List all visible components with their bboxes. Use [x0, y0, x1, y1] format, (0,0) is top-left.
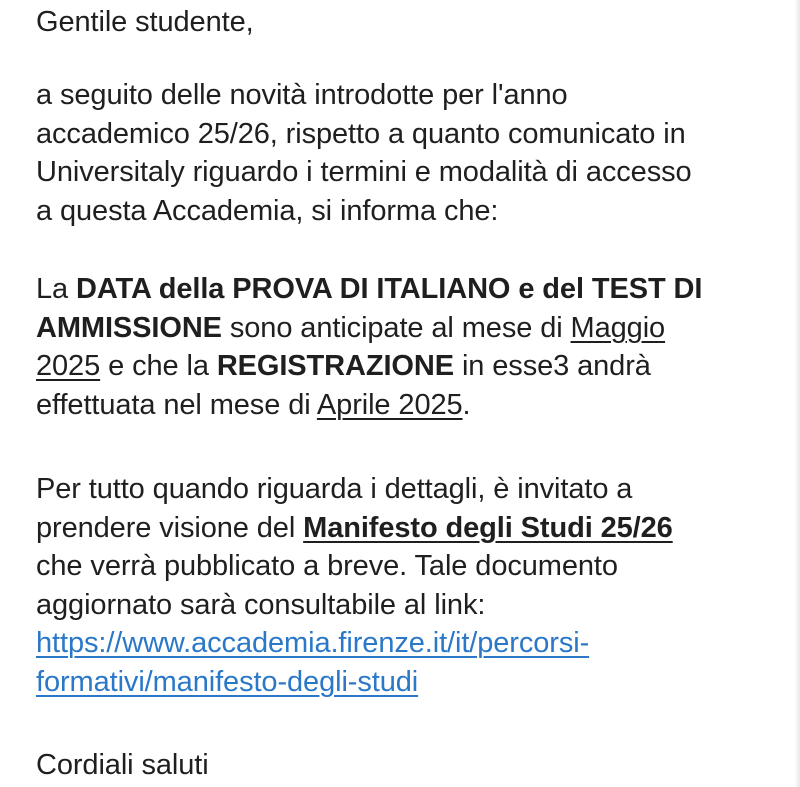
text-segment: effettuata nel mese di — [36, 388, 317, 421]
text-segment: . — [462, 388, 471, 421]
paragraph-intro — [36, 76, 776, 230]
paragraph-intro-line: accademico 25/26, rispetto a quanto comunicato in — [36, 117, 686, 150]
paragraph-dates-line-2 — [36, 309, 776, 348]
exam-date-bold: DATA della PROVA DI ITALIANO e del TEST DI — [76, 273, 703, 305]
paragraph-details-line-2 — [36, 509, 776, 548]
email-closing: Cordiali saluti — [36, 749, 209, 781]
paragraph-intro-line: a seguito delle novità introdotte per l'anno — [36, 79, 568, 111]
april-2025-underlined: Aprile 2025 — [316, 388, 463, 421]
paragraph-dates — [36, 270, 776, 424]
paragraph-details-line-4: aggiornato sarà consultabile al link: — [36, 588, 486, 621]
paragraph-intro-line: a questa Accademia, si informa che: — [36, 194, 499, 227]
paragraph-details-line-3: che verrà pubblicato a breve. Tale documento — [36, 550, 618, 582]
text-segment: sono anticipate al mese di — [221, 311, 571, 344]
paragraph-dates-line-1 — [36, 270, 776, 309]
text-segment: La — [36, 273, 77, 305]
manifesto-link-line-2 — [36, 663, 776, 702]
paragraph-dates-line-4 — [36, 386, 776, 425]
email-greeting: Gentile studente, — [36, 6, 254, 38]
registration-bold: REGISTRAZIONE — [216, 350, 454, 382]
admission-bold: AMMISSIONE — [36, 311, 222, 344]
paragraph-details — [36, 470, 776, 701]
paragraph-dates-line-3 — [36, 347, 776, 386]
manifesto-link[interactable]: formativi/manifesto-degli-studi — [36, 665, 419, 698]
year-2025-underlined: 2025 — [36, 350, 101, 382]
scroll-edge — [794, 0, 800, 787]
manifesto-link[interactable]: https://www.accademia.firenze.it/it/percorsi- — [36, 627, 590, 659]
text-segment: in esse3 andrà — [453, 350, 651, 382]
paragraph-details-line-1: Per tutto quando riguarda i dettagli, è invitato a — [36, 473, 633, 505]
manifesto-link-line-1 — [36, 624, 776, 663]
text-segment: e che la — [100, 350, 217, 382]
text-segment: prendere visione del — [36, 511, 304, 544]
paragraph-intro-line: Universitaly riguardo i termini e modalità di accesso — [36, 156, 692, 188]
manifesto-title: Manifesto degli Studi 25/26 — [303, 511, 673, 544]
month-may-underlined: Maggio — [570, 311, 666, 344]
